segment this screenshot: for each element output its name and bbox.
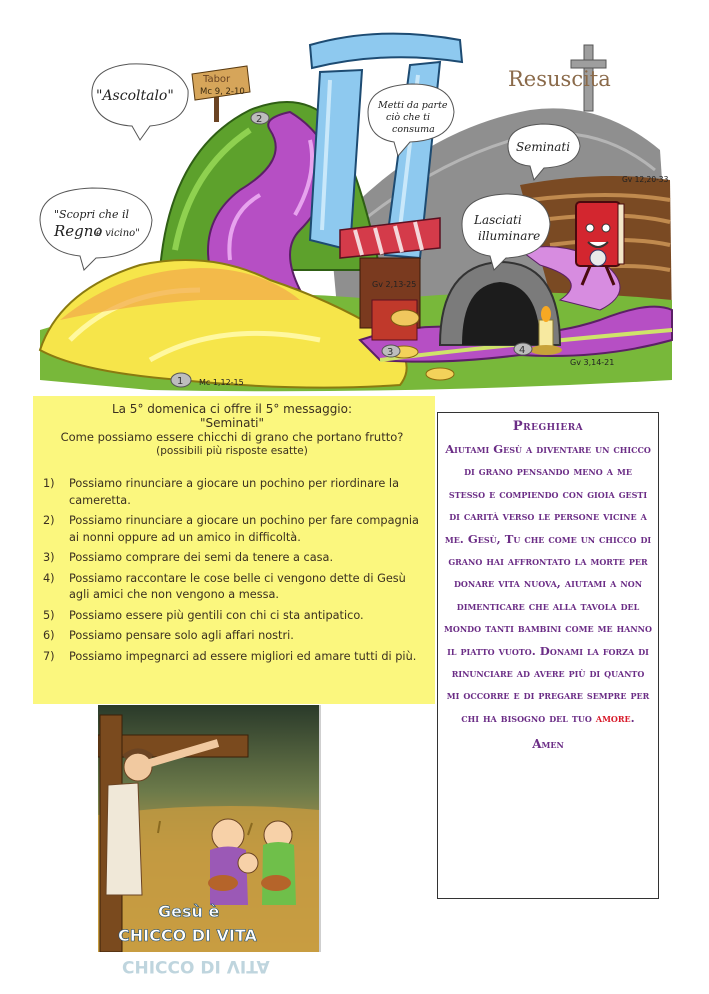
book-cover-image (98, 705, 321, 952)
bubble-seminati-text: Seminati (516, 140, 571, 154)
prayer-box (437, 412, 659, 899)
answer-number: 5) (43, 608, 55, 622)
cover-reflection (98, 952, 319, 994)
answer-text: Possiamo essere più gentili con chi ci sta antipatico. (69, 608, 364, 622)
quiz-intro: La 5° domenica ci offre il 5° messaggio: (111, 402, 353, 416)
stone-3-number: 3 (387, 347, 394, 358)
bubble-regno-line2: Regno (54, 222, 103, 240)
bubble-metti-line2: ciò che ti (386, 112, 431, 123)
answer-number: 2) (43, 514, 55, 527)
quiz-message: "Seminati" (199, 416, 265, 430)
lent-path-illustration (0, 0, 709, 395)
answer-number: 6) (43, 629, 55, 642)
answer-text: Possiamo rinunciare a giocare un pochino per riordinare la cameretta. (69, 477, 399, 507)
quiz-answer (43, 476, 421, 509)
quiz-answers (43, 476, 421, 665)
answer-text: Possiamo rinunciare a giocare un pochino per fare compagnia ai nonni oppure ad un amico in difficoltà. (69, 514, 419, 544)
quiz-answer (43, 571, 421, 604)
prayer-title: Preghiera (512, 419, 584, 434)
hero-illustration (0, 0, 709, 395)
ref-gv-12: Gv 12,20-33 (622, 175, 669, 184)
stone-1-number: 1 (177, 376, 184, 387)
resuscita-title: Resuscita (508, 67, 611, 91)
quiz-question: Come possiamo essere chicchi di grano che portano frutto? (60, 430, 404, 444)
bubble-lasciati-line1: Lasciati (474, 213, 522, 227)
quiz-box (33, 396, 435, 704)
answer-number: 3) (43, 551, 55, 564)
quiz-answer (43, 649, 421, 666)
prayer-body (438, 438, 658, 729)
stone-2-number: 2 (256, 114, 263, 125)
book-cover-art (98, 705, 319, 952)
ref-gv-3: Gv 3,14-21 (570, 358, 615, 367)
answer-text: Possiamo raccontare le cose belle ci vengono dette di Gesù agli amici che non vengono a messa. (69, 571, 406, 601)
bubble-regno-line1: "Scopri che il (54, 208, 129, 221)
tabor-name: Tabor (203, 74, 231, 85)
prayer-period: . (630, 710, 635, 725)
bubble-metti-line1: Metti da parte (378, 100, 448, 111)
quiz-answer (43, 628, 421, 645)
bubble-ascoltalo-text: "Ascoltalo" (96, 88, 174, 104)
bubble-regno-line3: è vicino" (96, 228, 140, 239)
answer-text: Possiamo comprare dei semi da tenere a casa. (69, 551, 334, 564)
answer-text: Possiamo pensare solo agli affari nostri. (69, 629, 294, 642)
prayer-love-word: amore (595, 710, 631, 725)
cover-reflection-text: CHICCO DI VITA (122, 956, 270, 976)
prayer-text: Aiutami Gesù a diventare un chicco di grano pensando meno a me stesso e compiendo con gioia gesti di carità verso le persone vicine a me. Gesù, Tu che come un chicco di grano hai affrontato la morte per donare vita nuova, aiutami a non dimenticare che alla tavola del mondo tanti bambini come me hanno il piatto vuoto. Donami la forza di rinunciare ad avere più di quanto mi occorre e di pregare sempre per chi ha bisogno del tuo (444, 442, 652, 725)
tabor-ref: Mc 9, 2-10 (200, 87, 245, 97)
answer-number: 7) (43, 649, 55, 663)
quiz-header (43, 402, 421, 458)
ref-gv-2: Gv 2,13-25 (372, 280, 417, 289)
quiz-answer (43, 513, 421, 546)
prayer-amen: Amen (532, 737, 564, 752)
answer-number: 4) (43, 571, 55, 585)
bubble-metti-line3: consuma (392, 124, 435, 135)
quiz-answer (43, 550, 421, 567)
quiz-hint: (possibili più risposte esatte) (156, 445, 308, 457)
cover-title-2: CHICCO DI VITA (118, 926, 257, 945)
bubble-lasciati-line2: illuminare (478, 229, 541, 243)
quiz-answer (43, 608, 421, 625)
ref-mc-1: Mc 1,12-15 (199, 378, 244, 387)
answer-text: Possiamo impegnarci ad essere migliori ed amare tutti di più. (69, 649, 417, 663)
stone-4-number: 4 (519, 345, 526, 356)
answer-number: 1) (43, 477, 55, 490)
cover-title-1: Gesù è (158, 902, 220, 921)
